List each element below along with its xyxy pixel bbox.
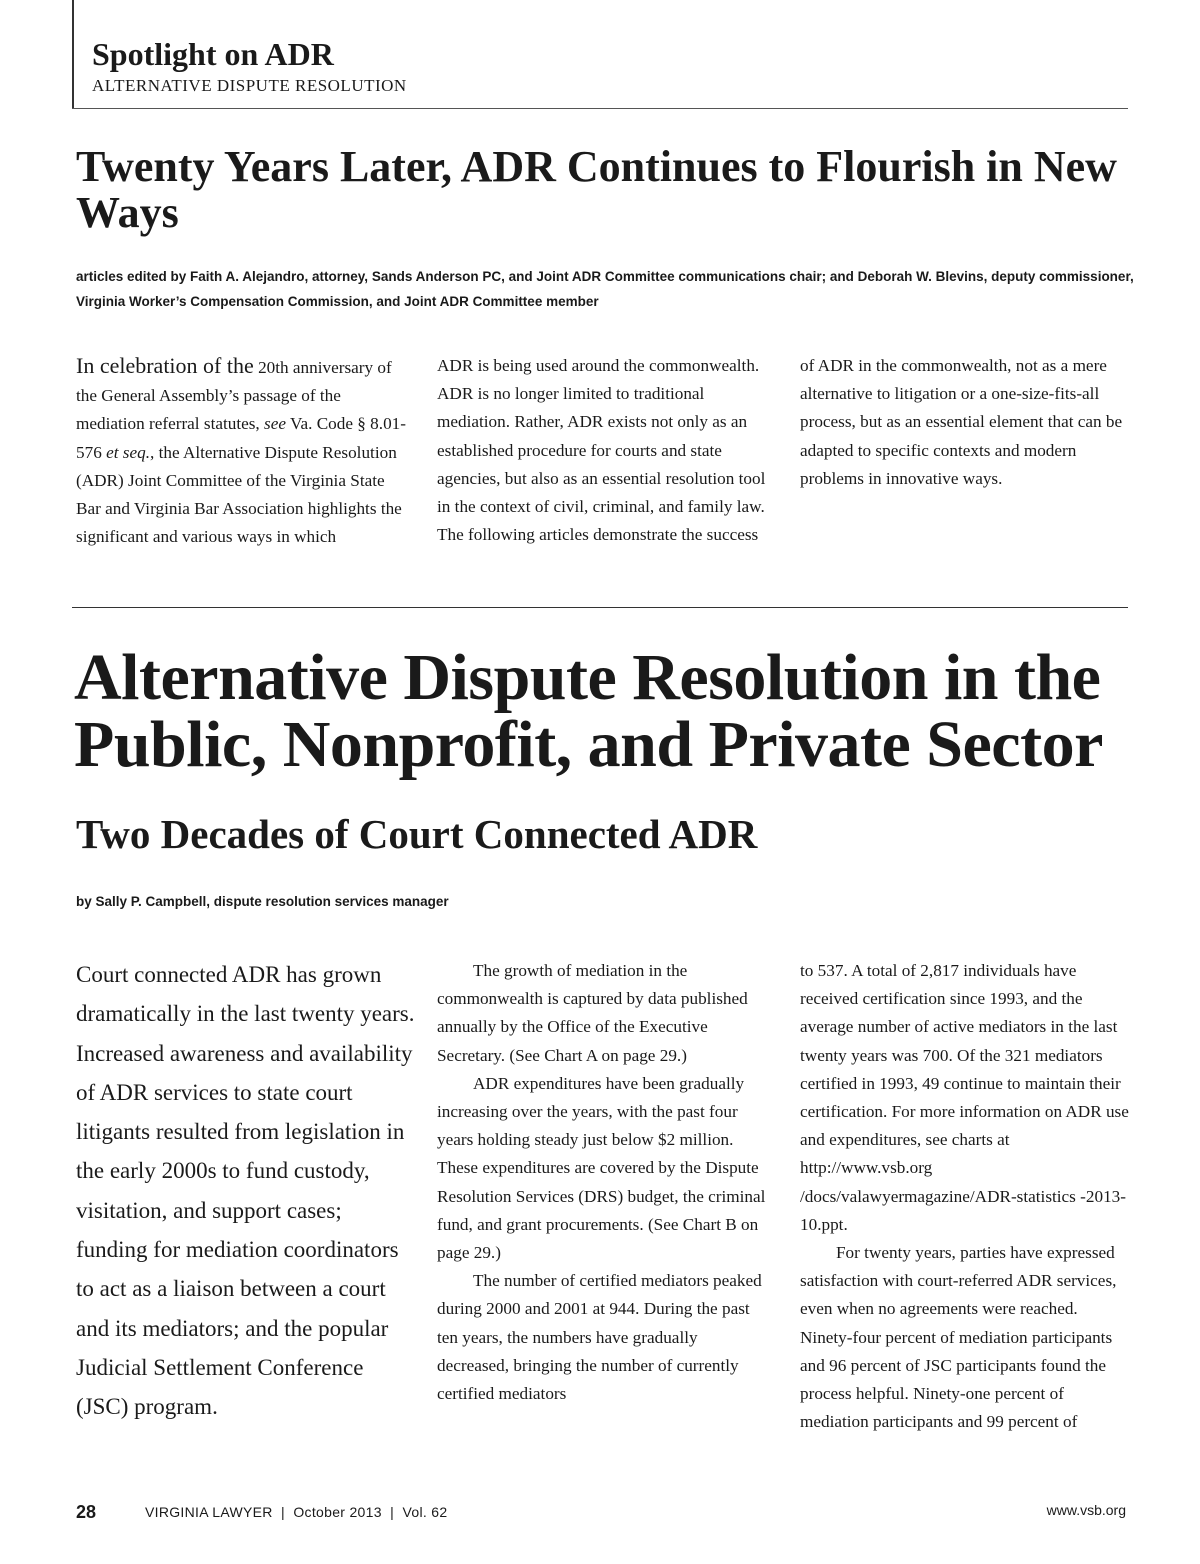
article1-title: Twenty Years Later, ADR Continues to Flourish in New Ways [76, 142, 1117, 237]
article1-column-3: of ADR in the commonwealth, not as a mere alternative to litigation or a one-size-fits-all process, but as an essential element that can be adapted to specific contexts and modern problems in innovative ways. [800, 356, 1123, 488]
article2-column-3 [800, 957, 1134, 1436]
article1-column-2: ADR is being used around the commonwealth. ADR is no longer limited to traditional mediation. Rather, ADR exists not only as an established procedure for courts and state agencies, but also as an essential resolution tool in the context of civil, criminal, and family law. The following articles demonstrate the success [437, 356, 766, 545]
article1-col1-text-a: 20th anniversary of the General Assembly’s passage of the mediation referral statutes, [76, 358, 392, 434]
page-number: 28 [76, 1502, 97, 1522]
article2-paragraph-2: ADR expenditures have been gradually increasing over the years, with the past four years holding steady just below $2 million. These expenditures are covered by the Dispute Resolution Services (DRS) budget, the criminal fund, and grant procurements. (See Chart B on page 29.) [437, 1073, 766, 1263]
article2-lead-paragraph: Court connected ADR has grown dramatically in the last twenty years. Increased awareness and availability of ADR services to state court litigants resulted from legislation in the early 2000s to fund custody, visitation, and support cases; funding for mediation coordinators to act as a liaison between a court and its mediators; and the popular Judicial Settlement Conference (JSC) program. [76, 962, 415, 1420]
article2-paragraph-1: The growth of mediation in the commonwealth is captured by data published annually by the Office of the Executive Secretary. (See Chart A on page 29.) [437, 961, 748, 1065]
article1-col1-etseq: et seq. [106, 442, 150, 462]
section-bar [72, 0, 74, 108]
footer-website: www.vsb.org [1046, 1502, 1126, 1518]
article1-col1-text-b: Va. Code § 8.01-576 [76, 414, 406, 462]
section-rule [72, 108, 1128, 109]
article2-column-2 [437, 957, 771, 1408]
article2-paragraph-3: The number of certified mediators peaked during 2000 and 2001 at 944. During the past ten years, the numbers have gradually decreased, bringing the number of currently certified mediators [437, 1271, 762, 1404]
article2-paragraph-4: to 537. A total of 2,817 individuals have received certification since 1993, and the average number of active mediators in the last twenty years was 700. Of the 321 mediators certified in 1993, 49 continue to maintain their certification. For more information on ADR use and expenditures, see charts at http://www.vsb.org /docs/valawyermagazine/ADR-statistics -2013-10.ppt. [800, 961, 1129, 1234]
article-divider [72, 607, 1128, 608]
article2-title: Alternative Dispute Resolution in the Public, Nonprofit, and Private Sector [74, 641, 1103, 781]
article1-column-1 [76, 352, 410, 551]
article1-col1-see: see [264, 414, 286, 434]
section-title: Spotlight on ADR [92, 36, 334, 72]
article2-byline: by Sally P. Campbell, dispute resolution services manager [76, 894, 449, 909]
article2-subtitle: Two Decades of Court Connected ADR [76, 811, 758, 857]
article1-byline: articles edited by Faith A. Alejandro, attorney, Sands Anderson PC, and Joint ADR Committee communications chair; and Deborah W. Blevins, deputy commissioner, Virginia Worker’s Compensation Commission, and Joint ADR Committee member [76, 269, 1134, 309]
section-subtitle: ALTERNATIVE DISPUTE RESOLUTION [92, 76, 407, 95]
article2-paragraph-5: For twenty years, parties have expressed satisfaction with court-referred ADR services, even when no agreements were reached. Ninety-four percent of mediation participants and 96 percent of JSC participants found the process helpful. Ninety-one percent of mediation participants and 99 percent of [800, 1243, 1117, 1432]
article1-col1-text-c: , the Alternative Dispute Resolution (ADR) Joint Committee of the Virginia State Bar and Virginia Bar Association highlights the significant and various ways in which [76, 442, 402, 547]
footer-masthead: VIRGINIA LAWYER | October 2013 | Vol. 62 [145, 1504, 448, 1520]
article1-lead-in: In celebration of the [76, 353, 254, 378]
